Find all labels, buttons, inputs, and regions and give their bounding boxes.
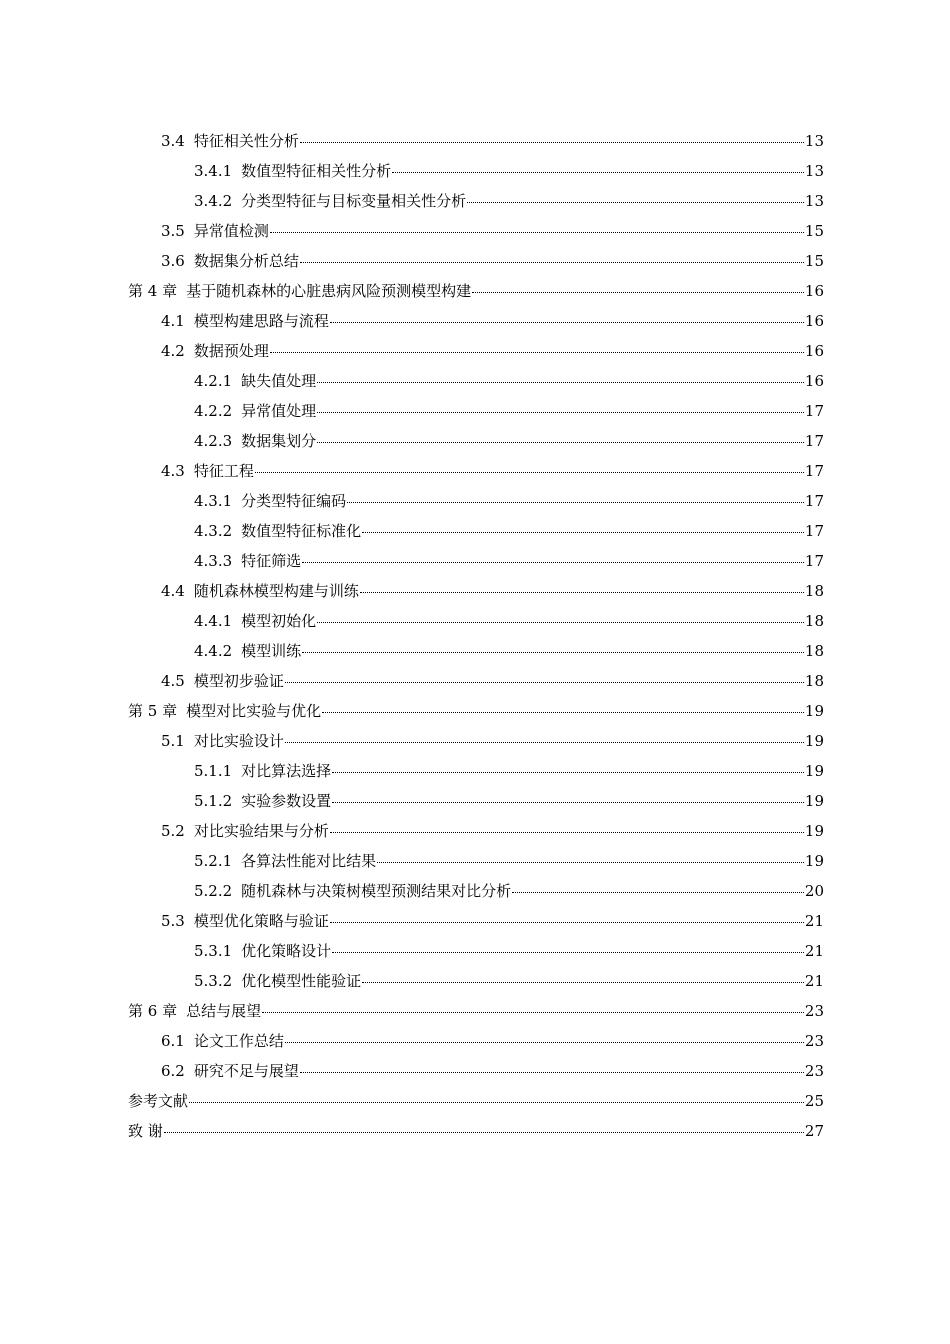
toc-entry-title: 分类型特征与目标变量相关性分析 (241, 192, 467, 210)
toc-section-entry[interactable] (128, 306, 824, 336)
toc-page-number: 19 (804, 852, 824, 870)
toc-subsection-entry[interactable] (128, 426, 824, 456)
toc-entry-number: 5.2.1 (194, 852, 233, 870)
toc-dot-leader (302, 548, 804, 563)
toc-page-number: 20 (804, 882, 824, 900)
toc-section-entry[interactable] (128, 816, 824, 846)
toc-dot-leader (262, 998, 804, 1013)
toc-entry-title: 数据集分析总结 (193, 252, 299, 270)
toc-section-entry[interactable] (128, 906, 824, 936)
toc-page-number: 16 (804, 372, 824, 390)
toc-page-number: 19 (804, 792, 824, 810)
toc-entry-title: 对比实验结果与分析 (193, 822, 329, 840)
toc-entry-number: 3.6 (161, 252, 185, 270)
toc-entry-title: 模型初始化 (241, 612, 317, 630)
toc-subsection-entry[interactable] (128, 546, 824, 576)
toc-dot-leader (270, 218, 804, 233)
toc-dot-leader (512, 878, 804, 893)
toc-dot-leader (332, 758, 804, 773)
toc-page-number: 19 (804, 702, 824, 720)
toc-dot-leader (255, 458, 804, 473)
toc-entry-title: 模型对比实验与优化 (186, 702, 322, 720)
toc-entry-title: 特征相关性分析 (193, 132, 299, 150)
toc-section-entry[interactable] (128, 246, 824, 276)
toc-entry-number: 5.1 (161, 732, 185, 750)
toc-dot-leader (300, 1058, 804, 1073)
toc-dot-leader (330, 818, 804, 833)
toc-page-number: 13 (804, 162, 824, 180)
toc-page-number: 17 (804, 462, 824, 480)
toc-entry-title: 数据预处理 (193, 342, 269, 360)
toc-entry-number: 5.1.2 (194, 792, 233, 810)
toc-page-number: 19 (804, 822, 824, 840)
toc-entry-number: 第 4 章 (128, 282, 178, 300)
toc-page-number: 16 (804, 342, 824, 360)
toc-entry-number: 4.1 (161, 312, 185, 330)
toc-chapter-entry[interactable] (128, 1116, 824, 1146)
toc-dot-leader (347, 488, 804, 503)
toc-dot-leader (332, 788, 804, 803)
toc-section-entry[interactable] (128, 666, 824, 696)
toc-dot-leader (467, 188, 804, 203)
toc-entry-number: 4.4 (161, 582, 185, 600)
toc-entry-number: 6.2 (161, 1062, 185, 1080)
toc-entry-title: 随机森林与决策树模型预测结果对比分析 (241, 882, 512, 900)
toc-subsection-entry[interactable] (128, 636, 824, 666)
toc-page-number: 17 (804, 522, 824, 540)
toc-subsection-entry[interactable] (128, 516, 824, 546)
toc-entry-title: 特征工程 (193, 462, 254, 480)
toc-page-number: 15 (804, 252, 824, 270)
toc-entry-title: 随机森林模型构建与训练 (193, 582, 359, 600)
toc-subsection-entry[interactable] (128, 786, 824, 816)
toc-dot-leader (317, 428, 804, 443)
toc-dot-leader (164, 1118, 804, 1133)
toc-page-number: 23 (804, 1062, 824, 1080)
toc-entry-title: 数值型特征标准化 (241, 522, 362, 540)
toc-entry-title: 模型优化策略与验证 (193, 912, 329, 930)
toc-subsection-entry[interactable] (128, 486, 824, 516)
toc-page-number: 17 (804, 402, 824, 420)
toc-entry-number: 4.3.2 (194, 522, 233, 540)
toc-section-entry[interactable] (128, 726, 824, 756)
toc-entry-title: 各算法性能对比结果 (241, 852, 377, 870)
toc-entry-number: 第 6 章 (128, 1002, 178, 1020)
toc-page-number: 17 (804, 492, 824, 510)
toc-entry-title: 模型初步验证 (193, 672, 284, 690)
toc-page-number: 13 (804, 192, 824, 210)
toc-dot-leader (270, 338, 804, 353)
toc-dot-leader (317, 368, 804, 383)
toc-entry-number: 5.3.2 (194, 972, 233, 990)
toc-section-entry[interactable] (128, 126, 824, 156)
toc-entry-title: 缺失值处理 (241, 372, 317, 390)
toc-page-number: 16 (804, 312, 824, 330)
toc-page-number: 25 (804, 1092, 824, 1110)
toc-entry-number: 3.4 (161, 132, 185, 150)
toc-subsection-entry[interactable] (128, 606, 824, 636)
toc-entry-title: 总结与展望 (186, 1002, 262, 1020)
toc-chapter-entry[interactable] (128, 996, 824, 1026)
toc-dot-leader (189, 1088, 804, 1103)
toc-subsection-entry[interactable] (128, 936, 824, 966)
toc-dot-leader (330, 308, 804, 323)
toc-section-entry[interactable] (128, 336, 824, 366)
toc-subsection-entry[interactable] (128, 156, 824, 186)
toc-page-number: 18 (804, 582, 824, 600)
toc-page-number: 17 (804, 432, 824, 450)
toc-entry-number: 5.3 (161, 912, 185, 930)
toc-entry-title: 异常值检测 (193, 222, 269, 240)
toc-subsection-entry[interactable] (128, 876, 824, 906)
toc-entry-title: 致 谢 (128, 1122, 163, 1140)
toc-entry-number: 4.3 (161, 462, 185, 480)
toc-dot-leader (392, 158, 804, 173)
toc-page-number: 13 (804, 132, 824, 150)
toc-entry-title: 研究不足与展望 (193, 1062, 299, 1080)
toc-subsection-entry[interactable] (128, 846, 824, 876)
toc-page-number: 17 (804, 552, 824, 570)
toc-entry-title: 优化模型性能验证 (241, 972, 362, 990)
toc-entry-title: 基于随机森林的心脏患病风险预测模型构建 (186, 282, 472, 300)
toc-section-entry[interactable] (128, 1056, 824, 1086)
toc-entry-number: 4.2.3 (194, 432, 233, 450)
toc-dot-leader (285, 728, 804, 743)
toc-page-number: 19 (804, 762, 824, 780)
toc-page-number: 27 (804, 1122, 824, 1140)
toc-entry-title: 参考文献 (128, 1092, 189, 1110)
toc-section-entry[interactable] (128, 216, 824, 246)
toc-page-number: 18 (804, 612, 824, 630)
toc-page-number: 21 (804, 912, 824, 930)
toc-dot-leader (362, 968, 804, 983)
toc-dot-leader (332, 938, 804, 953)
toc-subsection-entry[interactable] (128, 366, 824, 396)
toc-page-number: 16 (804, 282, 824, 300)
toc-chapter-entry[interactable] (128, 1086, 824, 1116)
toc-entry-number: 5.1.1 (194, 762, 233, 780)
toc-page-number: 23 (804, 1002, 824, 1020)
toc-entry-number: 5.2.2 (194, 882, 233, 900)
toc-entry-number: 4.4.1 (194, 612, 233, 630)
toc-entry-title: 异常值处理 (241, 402, 317, 420)
toc-subsection-entry[interactable] (128, 966, 824, 996)
toc-subsection-entry[interactable] (128, 186, 824, 216)
toc-dot-leader (317, 398, 804, 413)
toc-subsection-entry[interactable] (128, 396, 824, 426)
toc-entry-number: 6.1 (161, 1032, 185, 1050)
toc-section-entry[interactable] (128, 576, 824, 606)
toc-entry-title: 优化策略设计 (241, 942, 332, 960)
toc-entry-number: 4.3.3 (194, 552, 233, 570)
toc-page-number: 15 (804, 222, 824, 240)
toc-entry-title: 实验参数设置 (241, 792, 332, 810)
toc-entry-title: 对比实验设计 (193, 732, 284, 750)
toc-dot-leader (322, 698, 804, 713)
toc-page-number: 18 (804, 642, 824, 660)
toc-entry-title: 特征筛选 (241, 552, 302, 570)
toc-entry-number: 5.2 (161, 822, 185, 840)
toc-entry-number: 4.2.2 (194, 402, 233, 420)
toc-entry-number: 4.2 (161, 342, 185, 360)
toc-dot-leader (285, 668, 804, 683)
toc-entry-title: 分类型特征编码 (241, 492, 347, 510)
toc-entry-number: 5.3.1 (194, 942, 233, 960)
toc-entry-title: 论文工作总结 (193, 1032, 284, 1050)
toc-entry-number: 4.2.1 (194, 372, 233, 390)
table-of-contents (128, 126, 824, 1146)
toc-dot-leader (302, 638, 804, 653)
toc-entry-number: 4.3.1 (194, 492, 233, 510)
toc-entry-number: 3.4.1 (194, 162, 233, 180)
toc-chapter-entry[interactable] (128, 276, 824, 306)
toc-entry-title: 模型训练 (241, 642, 302, 660)
toc-dot-leader (285, 1028, 804, 1043)
toc-entry-number: 3.5 (161, 222, 185, 240)
toc-entry-title: 数据集划分 (241, 432, 317, 450)
toc-entry-number: 4.4.2 (194, 642, 233, 660)
toc-dot-leader (362, 518, 804, 533)
toc-dot-leader (317, 608, 804, 623)
toc-section-entry[interactable] (128, 456, 824, 486)
toc-subsection-entry[interactable] (128, 756, 824, 786)
toc-dot-leader (300, 128, 804, 143)
toc-chapter-entry[interactable] (128, 696, 824, 726)
toc-entry-number: 3.4.2 (194, 192, 233, 210)
toc-dot-leader (330, 908, 804, 923)
toc-page-number: 19 (804, 732, 824, 750)
toc-page-number: 18 (804, 672, 824, 690)
toc-dot-leader (472, 278, 804, 293)
toc-entry-title: 数值型特征相关性分析 (241, 162, 392, 180)
toc-entry-title: 对比算法选择 (241, 762, 332, 780)
toc-dot-leader (377, 848, 804, 863)
toc-page-number: 21 (804, 942, 824, 960)
toc-page-number: 23 (804, 1032, 824, 1050)
toc-dot-leader (300, 248, 804, 263)
toc-entry-title: 模型构建思路与流程 (193, 312, 329, 330)
toc-dot-leader (360, 578, 804, 593)
toc-entry-number: 第 5 章 (128, 702, 178, 720)
toc-entry-number: 4.5 (161, 672, 185, 690)
toc-page-number: 21 (804, 972, 824, 990)
toc-section-entry[interactable] (128, 1026, 824, 1056)
